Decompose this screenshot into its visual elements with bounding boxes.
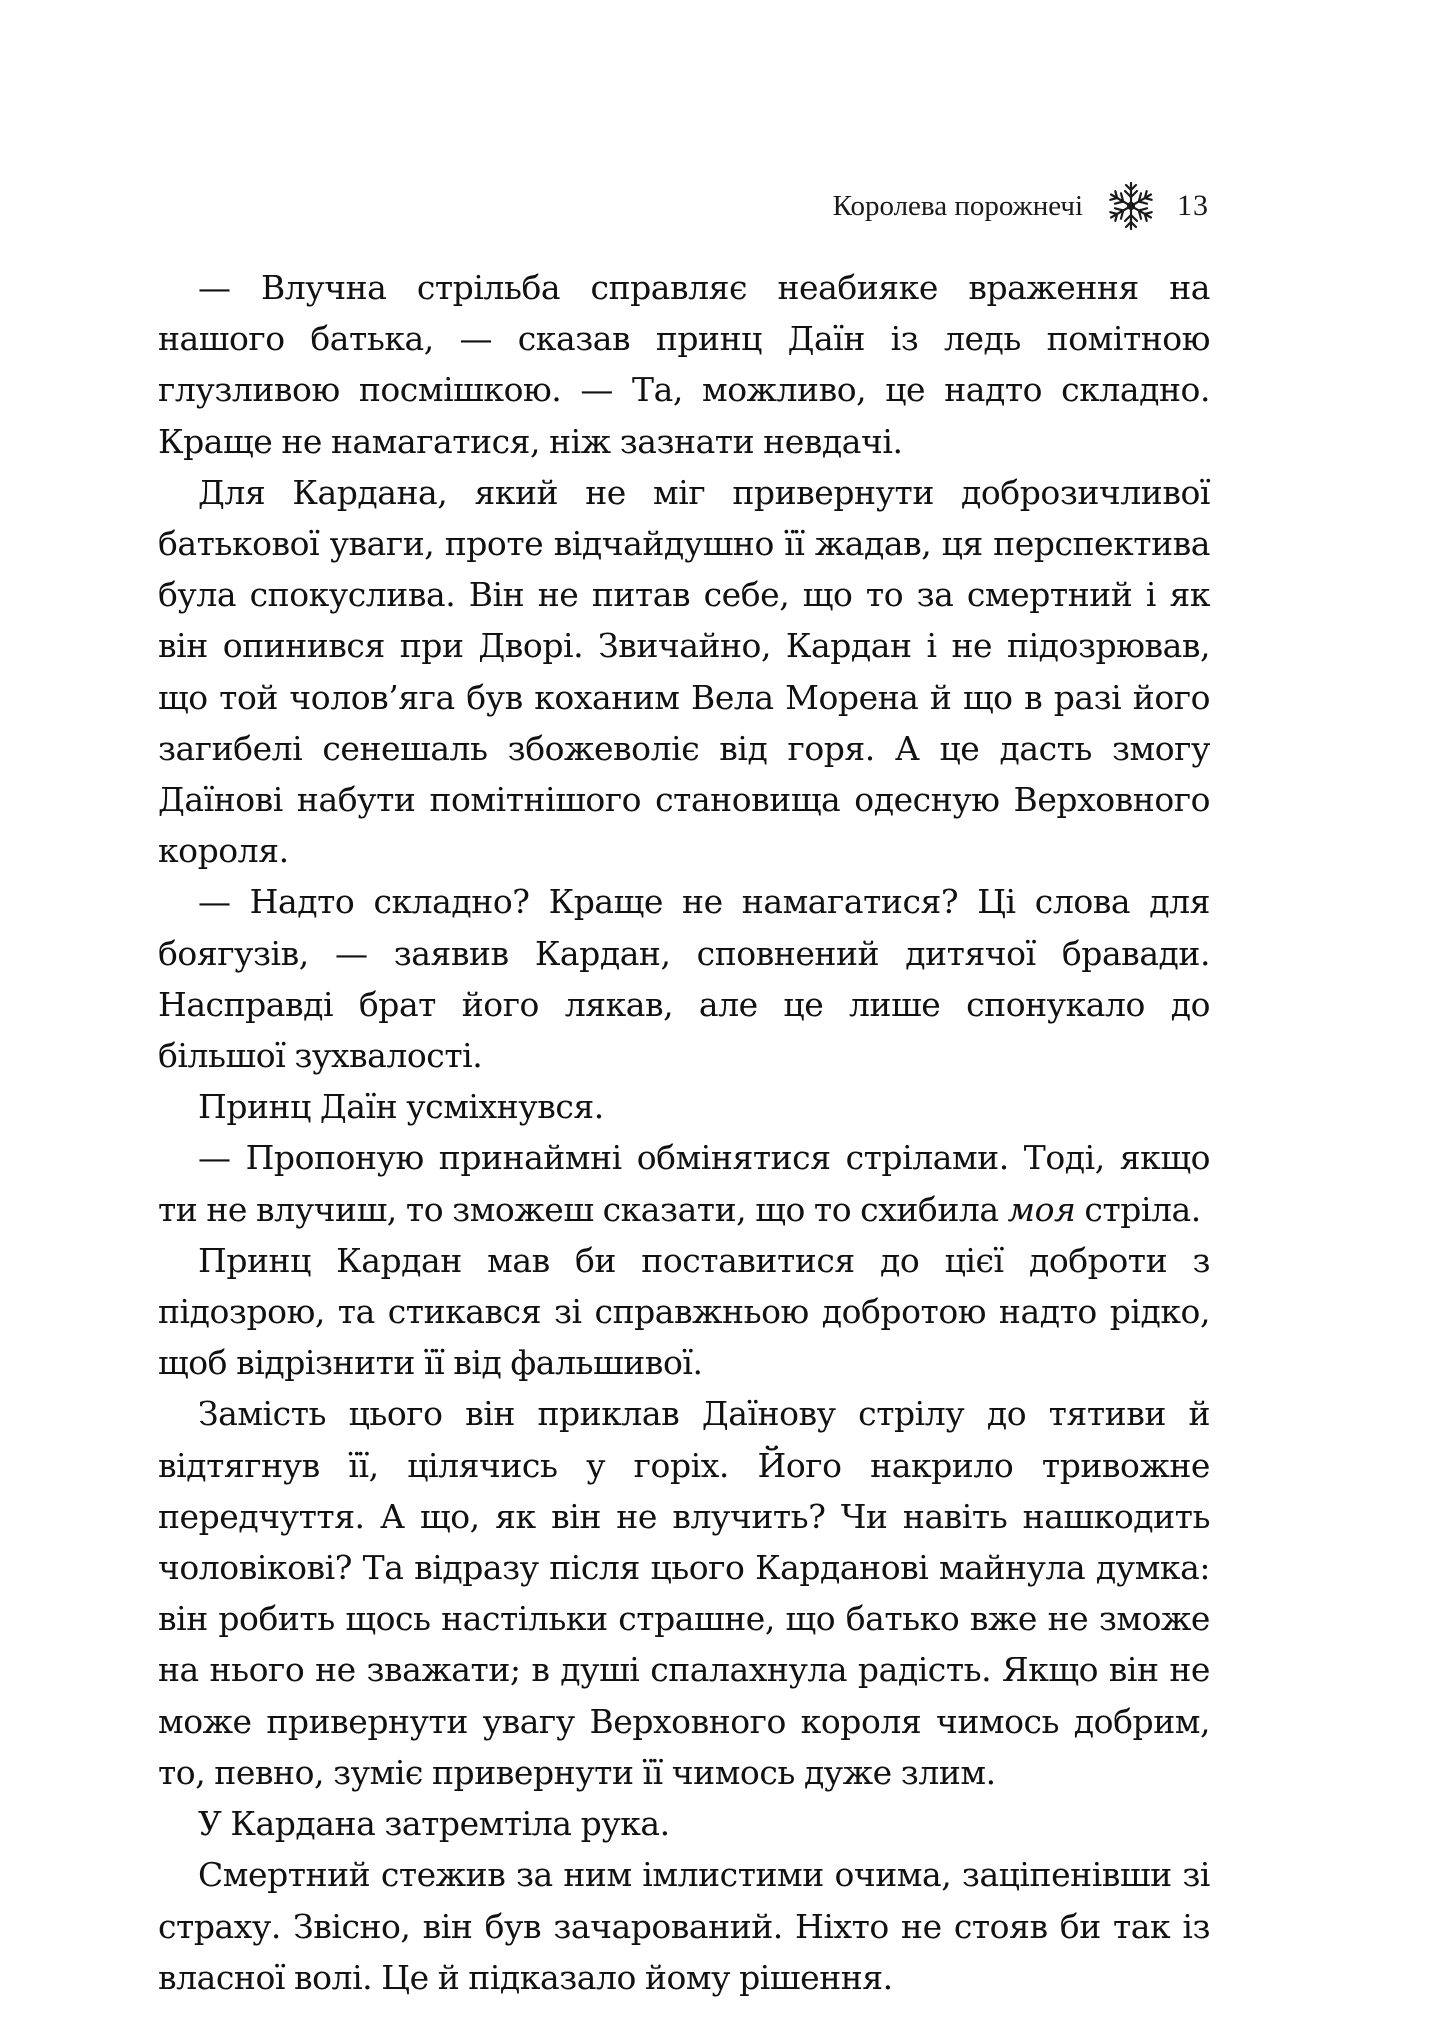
- paragraph: [158, 1132, 1210, 1234]
- running-title: Королева порожнечі: [832, 189, 1083, 222]
- paragraph-text: — Пропоную принаймні обмінятися стрілами. Тоді, якщо ти не влучиш, то зможеш сказати, що то схибила: [158, 1138, 1210, 1229]
- paragraph: — Влучна стрільба справляє неабияке враження на нашого батька, — сказав принц Даїн із ледь помітною глузливою посмішкою. — Та, можливо, це надто складно. Краще не намагатися, ніж зазнати невдачі.: [158, 268, 1210, 461]
- snowflake-icon: [1105, 180, 1157, 232]
- page-number: 13: [1177, 189, 1209, 222]
- body-text: [158, 262, 1210, 2003]
- paragraph-text: стріла.: [1075, 1189, 1201, 1229]
- paragraph: Для Кардана, який не міг привернути доброзичливої батькової уваги, проте відчайдушно її жадав, ця перспектива була спокуслива. Він не питав себе, що то за смертний і як він опинився при Дворі. Звичайно, Кардан і не підозрював, що той чолов’яга був коханим Вела Морена й що в разі його загибелі сенешаль збожеволіє від горя. А це дасть змогу Даїнові набути помітнішого становища одесную Верховного короля.: [158, 472, 1210, 871]
- paragraph: У Кардана затремтіла рука.: [198, 1804, 670, 1844]
- paragraph: Замість цього він приклав Даїнову стрілу до тятиви й відтягнув її, цілячись у горіх. Його накрило тривожне передчуття. А що, як він не влучить? Чи навіть нашкодить чоловікові? Та відразу після цього Карданові майнула думка: він робить щось настільки страшне, що батько вже не зможе на нього не зважати; в душі спалахнула радість. Якщо він не може привернути увагу Верховного короля чимось добрим, то, певно, зуміє привернути її чимось дуже злим.: [158, 1394, 1210, 1792]
- emphasized-word: моя: [1007, 1189, 1076, 1229]
- paragraph: Принц Кардан мав би поставитися до цієї доброти з підозрою, та стикався зі справжньою добротою надто рідко, щоб відрізнити її від фальшивої.: [158, 1240, 1210, 1383]
- paragraph: Смертний стежив за ним імлистими очима, заціпенівши зі страху. Звісно, він був зачарований. Ніхто не стояв би так із власної волі. Це й підказало йому рішення.: [158, 1855, 1210, 1997]
- running-header: [833, 176, 1209, 236]
- paragraph: Принц Даїн усміхнувся.: [198, 1087, 604, 1127]
- paragraph: — Надто складно? Краще не намагатися? Ці слова для боягузів, — заявив Кардан, сповнений дитячої бравади. Насправді брат його лякав, але це лише спонукало до більшої зухвалості.: [158, 882, 1210, 1076]
